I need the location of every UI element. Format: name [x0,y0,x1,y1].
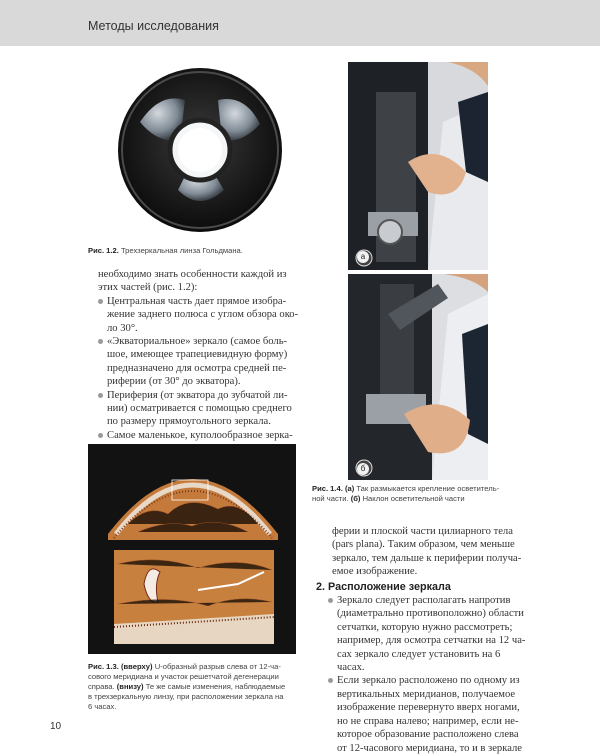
running-title: Методы исследования [88,19,219,33]
bullet-smallest-mirror: Самое маленькое, куполообразное зерка- [98,429,303,469]
bullet-vertical-meridian: Если зеркало расположено по одному из вертикальных меридианов, получаемое изображение перевернуто вверх ногами, но не справа налево; например, если не- которое образование расположено слева от 12-часового меридиана, то и в зеркале [328,674,526,754]
photo-a-marker: а [357,251,369,263]
column-1-text [98,268,303,469]
bullet-equatorial-mirror: «Экваториальное» зеркало (самое боль- шое, имеющее трапециевидную форму) предназначено для осмотра средней пе- риферии (от 30° до экватора). [98,335,303,389]
text-line: этих частей (рис. 1.2): [98,282,198,294]
bullet-central-part: Центральная часть дает прямое изобра- жение заднего полюса с углом обзора око- ло 30°. [98,295,303,335]
bullet-mirror-opposite: Зеркало следует располагать напротив (диаметрально противоположно) области сетчатки, которую нужно рассмотреть; например, для осмотра сетчатки на 12 ча- сах зеркало следует установить на 6 часах. [328,594,526,674]
photo-b-marker: б [357,463,369,475]
section-heading: 2. Расположение зеркала [316,580,451,593]
fig-1-4-caption: Рис. 1.4. (а) Так размыкается крепление осветитель- ной части. (б) Наклон осветительной части [312,484,500,503]
slit-lamp-photo-b [348,274,488,480]
text-line: необходимо знать особенности каждой из [98,269,287,280]
slit-lamp-photo-a [348,62,488,270]
fig-1-2-caption: Рис. 1.2. Трехзеркальная линза Гольдмана. [88,246,243,255]
bullet-periphery: Периферия (от экватора до зубчатой ли- нии) осматривается с помощью среднего по размеру прямоугольного зеркала. [98,389,303,429]
page-number: 10 [50,721,62,732]
goldmann-lens-photo [100,62,300,234]
retina-illustrations [88,444,296,654]
column-2-text: ферии и плоской части цилиарного тела (pars plana). Таким образом, чем меньше зеркало, тем дальше к периферии получа- емое изображение. 2. Расположение зеркала Зеркало следует располагать напротив (диаметрально противоположно) области сетчатки, которую нужно рассмотреть; например, для осмотра сетчатки на 12 ча- сах зеркало следует установить на 6 часах. Если зеркало расположено по одному из вертикальных меридианов, получаемое изображение перевернуто вверх ногами, но не справа налево; например, если не- которое образование расположено слева от 12-часового меридиана, то и в зеркале [316,526,526,754]
fig-1-3-caption: Рис. 1.3. (вверху) U-образный разрыв слева от 12-ча- сового меридиана и участок решетчатой дегенерации справа. (внизу) Те же самые изменения, наблюдаемые в трехзеркальную линзу, при расположении зеркала на 6 часах. [88,662,286,711]
